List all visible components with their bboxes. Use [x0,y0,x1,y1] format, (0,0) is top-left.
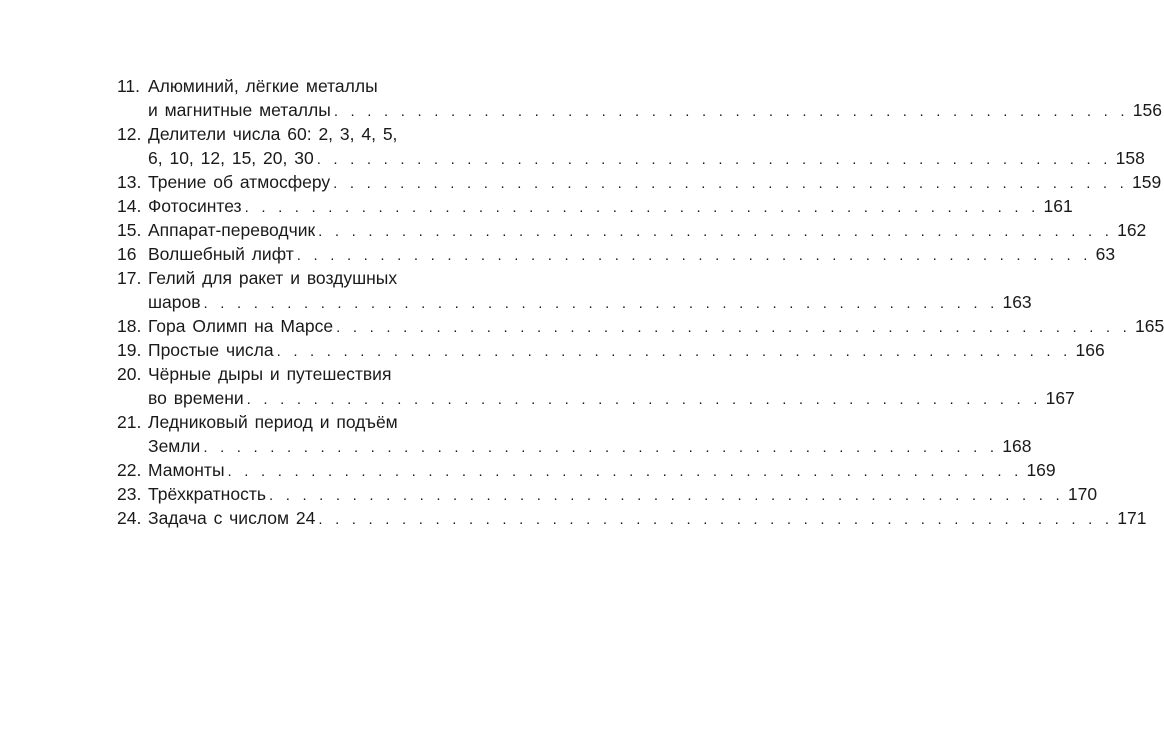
toc-line [0,314,1164,338]
toc-page-number: 63 [1095,244,1116,264]
toc-page-number: 165 [1135,316,1164,336]
toc-entry-title: Гелий для ракет и воздушных [148,268,398,288]
toc-entry-title: Фотосинтез [148,196,242,216]
toc-page-number: 156 [1132,100,1162,120]
toc-page-number: 167 [1045,388,1075,408]
toc-page-number: 169 [1026,460,1056,480]
toc-entry-title: Алюминий, лёгкие металлы [148,76,378,96]
toc-entry-title: Делители числа 60: 2, 3, 4, 5, [148,124,398,144]
toc-entry-number: 22. [117,460,142,480]
toc-line [0,506,1147,530]
toc-page-number: 161 [1043,196,1073,216]
toc-entry [0,218,1147,242]
toc-page-number: 170 [1067,484,1098,504]
toc-entry [0,410,1032,458]
toc-entry [0,122,1145,170]
toc-line [0,194,1073,218]
toc-leader-row [148,386,1075,410]
dot-leader: . . . . . . . . . . . . . . . . . . . . . . . . . . . . . . . . . . . . . . . . . . . . . . . . [333,103,1129,120]
toc-line [0,74,600,98]
toc-leader-row [148,506,1147,530]
toc-entry [0,314,1164,338]
dot-leader: . . . . . . . . . . . . . . . . . . . . . . . . . . . . . . . . . . . . . . . . . . . . . . . . [244,199,1040,216]
dot-leader: . . . . . . . . . . . . . . . . . . . . . . . . . . . . . . . . . . . . . . . . . . . . . . . . [268,487,1064,504]
toc-entry-title: Трёхкратность [148,484,266,504]
toc-entry-title: 6, 10, 12, 15, 20, 30 [148,148,314,168]
toc-line [0,410,600,434]
toc-entry-number: 13. [117,172,142,192]
toc-page-number: 163 [1002,292,1032,312]
toc-entry-title: и магнитные металлы [148,100,331,120]
toc-entry-number: 16 [117,244,137,264]
toc-leader-row [148,218,1147,242]
dot-leader: . . . . . . . . . . . . . . . . . . . . . . . . . . . . . . . . . . . . . . . . . . . . . . . . [336,319,1132,336]
toc-entry-title: во времени [148,388,244,408]
toc-entry-title: Волшебный лифт [148,244,294,264]
table-of-contents [0,74,1164,530]
toc-entry-title: Аппарат-переводчик [148,220,316,240]
toc-entry-number: 11. [117,76,141,96]
dot-leader: . . . . . . . . . . . . . . . . . . . . . . . . . . . . . . . . . . . . . . . . . . . . . . . . [276,343,1072,360]
toc-entry-title: Задача с числом 24 [148,508,316,528]
toc-line [0,290,1032,314]
toc-leader-row [148,194,1073,218]
toc-line [0,434,1032,458]
dot-leader: . . . . . . . . . . . . . . . . . . . . . . . . . . . . . . . . . . . . . . . . . . . . . . . . [333,175,1129,192]
toc-leader-row [148,98,1162,122]
toc-line [0,170,1162,194]
toc-leader-row [148,434,1032,458]
toc-entry-title: Мамонты [148,460,225,480]
toc-entry-number: 12. [117,124,142,144]
toc-leader-row [148,458,1056,482]
toc-line [0,482,1098,506]
toc-page-number: 159 [1132,172,1162,192]
toc-leader-row [148,290,1032,314]
toc-page-number: 166 [1075,340,1105,360]
toc-leader-row [148,146,1145,170]
toc-entry [0,362,1075,410]
toc-entry [0,458,1056,482]
toc-page-number: 168 [1002,436,1032,456]
toc-line [0,98,1162,122]
dot-leader: . . . . . . . . . . . . . . . . . . . . . . . . . . . . . . . . . . . . . . . . . . . . . . . . [296,247,1092,264]
toc-entry-number: 19. [117,340,142,360]
toc-entry-number: 20. [117,364,142,384]
toc-entry-title: Простые числа [148,340,274,360]
toc-entry [0,482,1098,506]
dot-leader: . . . . . . . . . . . . . . . . . . . . . . . . . . . . . . . . . . . . . . . . . . . . . . . . [203,295,999,312]
dot-leader: . . . . . . . . . . . . . . . . . . . . . . . . . . . . . . . . . . . . . . . . . . . . . . . . [227,463,1023,480]
toc-line [0,146,1145,170]
toc-entry [0,338,1105,362]
toc-entry [0,194,1073,218]
dot-leader: . . . . . . . . . . . . . . . . . . . . . . . . . . . . . . . . . . . . . . . . . . . . . . . . [318,511,1114,528]
toc-line [0,362,600,386]
toc-page-number: 171 [1117,508,1147,528]
toc-entry-number: 23. [117,484,142,504]
dot-leader: . . . . . . . . . . . . . . . . . . . . . . . . . . . . . . . . . . . . . . . . . . . . . . . . [246,391,1042,408]
toc-leader-row [148,482,1098,506]
toc-entry [0,170,1162,194]
toc-entry [0,506,1147,530]
toc-leader-row [148,338,1105,362]
toc-leader-row [148,170,1162,194]
dot-leader: . . . . . . . . . . . . . . . . . . . . . . . . . . . . . . . . . . . . . . . . . . . . . . . . [318,223,1114,240]
toc-entry-number: 21. [117,412,142,432]
toc-entry-number: 18. [117,316,142,336]
toc-leader-row [148,314,1164,338]
toc-entry [0,74,1162,122]
toc-entry [0,242,1116,266]
toc-entry [0,266,1032,314]
toc-page-number: 162 [1117,220,1147,240]
toc-entry-number: 17. [117,268,142,288]
toc-entry-title: Трение об атмосферу [148,172,331,192]
toc-entry-number: 15. [117,220,142,240]
dot-leader: . . . . . . . . . . . . . . . . . . . . . . . . . . . . . . . . . . . . . . . . . . . . . . . . [316,151,1112,168]
toc-entry-title: Ледниковый период и подъём [148,412,398,432]
dot-leader: . . . . . . . . . . . . . . . . . . . . . . . . . . . . . . . . . . . . . . . . . . . . . . . . [203,439,999,456]
toc-line [0,242,1116,266]
toc-entry-title: Земли [148,436,201,456]
toc-entry-title: Чёрные дыры и путешествия [148,364,392,384]
toc-entry-number: 14. [117,196,142,216]
toc-entry-title: шаров [148,292,201,312]
toc-line [0,122,600,146]
toc-line [0,386,1075,410]
toc-entry-title: Гора Олимп на Марсе [148,316,334,336]
toc-line [0,338,1105,362]
toc-entry-number: 24. [117,508,142,528]
toc-line [0,458,1056,482]
toc-line [0,218,1147,242]
toc-page-number: 158 [1115,148,1145,168]
toc-leader-row [148,242,1116,266]
toc-line [0,266,600,290]
